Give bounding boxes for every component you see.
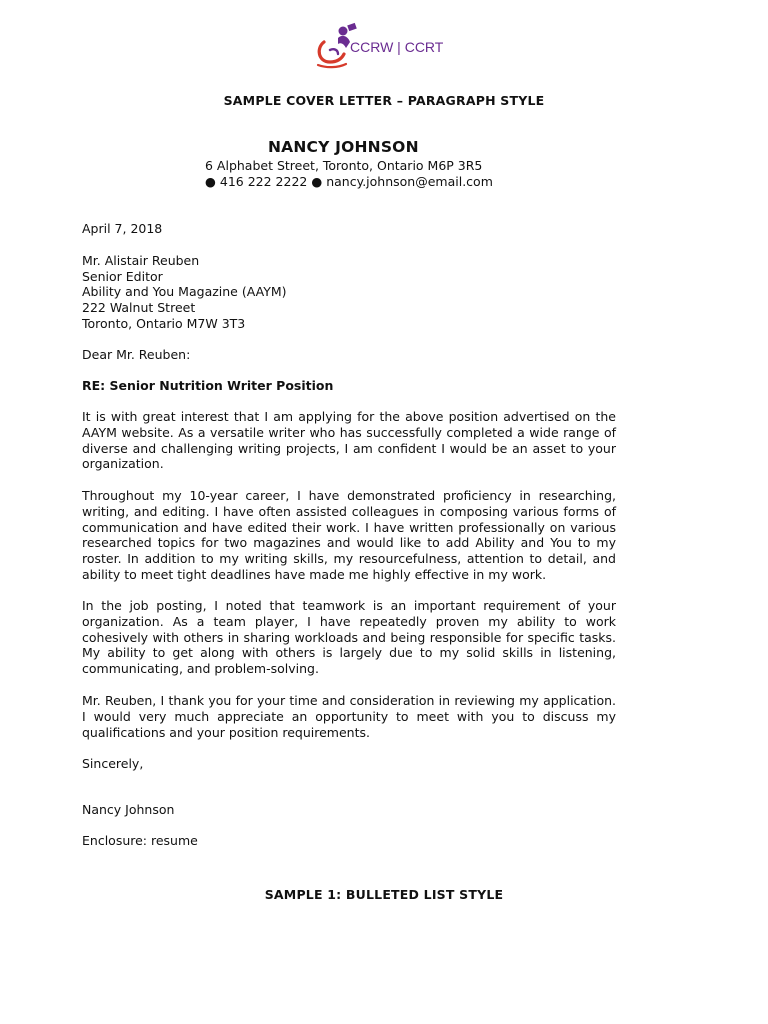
subject-line: RE: Senior Nutrition Writer Position <box>82 378 334 393</box>
sender-name: NANCY JOHNSON <box>268 138 419 156</box>
sender-contact: ● 416 222 2222 ● nancy.johnson@email.com <box>205 174 493 189</box>
paragraph-1: It is with great interest that I am applying for the above position advertised on the AAYM website. As a versatile writer who has successfully completed a wide range of diverse and challenging writing projects, I am confident I would be an asset to your organization. <box>82 409 616 472</box>
recipient-title: Senior Editor <box>82 269 163 284</box>
signature: Nancy Johnson <box>82 802 175 817</box>
paragraph-3: In the job posting, I noted that teamwork is an important requirement of your organization. As a team player, I have repeatedly proven my ability to work cohesively with others in sharing workloads and being responsible for specific tasks. My ability to get along with others is largely due to my solid skills in listening, communicating, and problem-solving. <box>82 598 616 677</box>
letter-date: April 7, 2018 <box>82 221 163 236</box>
ccrw-logo <box>312 22 462 70</box>
logo-text: CCRW | CCRT <box>350 39 444 55</box>
paragraph-4: Mr. Reuben, I thank you for your time and consideration in reviewing my application. I would very much appreciate an opportunity to meet with you to discuss my qualifications and your position requirements. <box>82 693 616 740</box>
enclosure: Enclosure: resume <box>82 833 198 848</box>
recipient-city: Toronto, Ontario M7W 3T3 <box>82 316 246 331</box>
recipient-company: Ability and You Magazine (AAYM) <box>82 284 287 299</box>
recipient-street: 222 Walnut Street <box>82 300 196 315</box>
paragraph-2: Throughout my 10-year career, I have demonstrated proficiency in researching, writing, and editing. I have often assisted colleagues in composing various forms of communication and have edited their work. I have written professionally on various researched topics for two magazines and would like to add Ability and You to my roster. In addition to my writing skills, my resourcefulness, attention to detail, and ability to meet tight deadlines have made me highly effective in my work. <box>82 488 616 582</box>
recipient-name: Mr. Alistair Reuben <box>82 253 200 268</box>
closing: Sincerely, <box>82 756 144 771</box>
document-title: SAMPLE COVER LETTER – PARAGRAPH STYLE <box>223 93 545 108</box>
sender-address: 6 Alphabet Street, Toronto, Ontario M6P 3R5 <box>205 158 483 173</box>
sample-section-title: SAMPLE 1: BULLETED LIST STYLE <box>264 887 504 902</box>
salutation: Dear Mr. Reuben: <box>82 347 191 362</box>
